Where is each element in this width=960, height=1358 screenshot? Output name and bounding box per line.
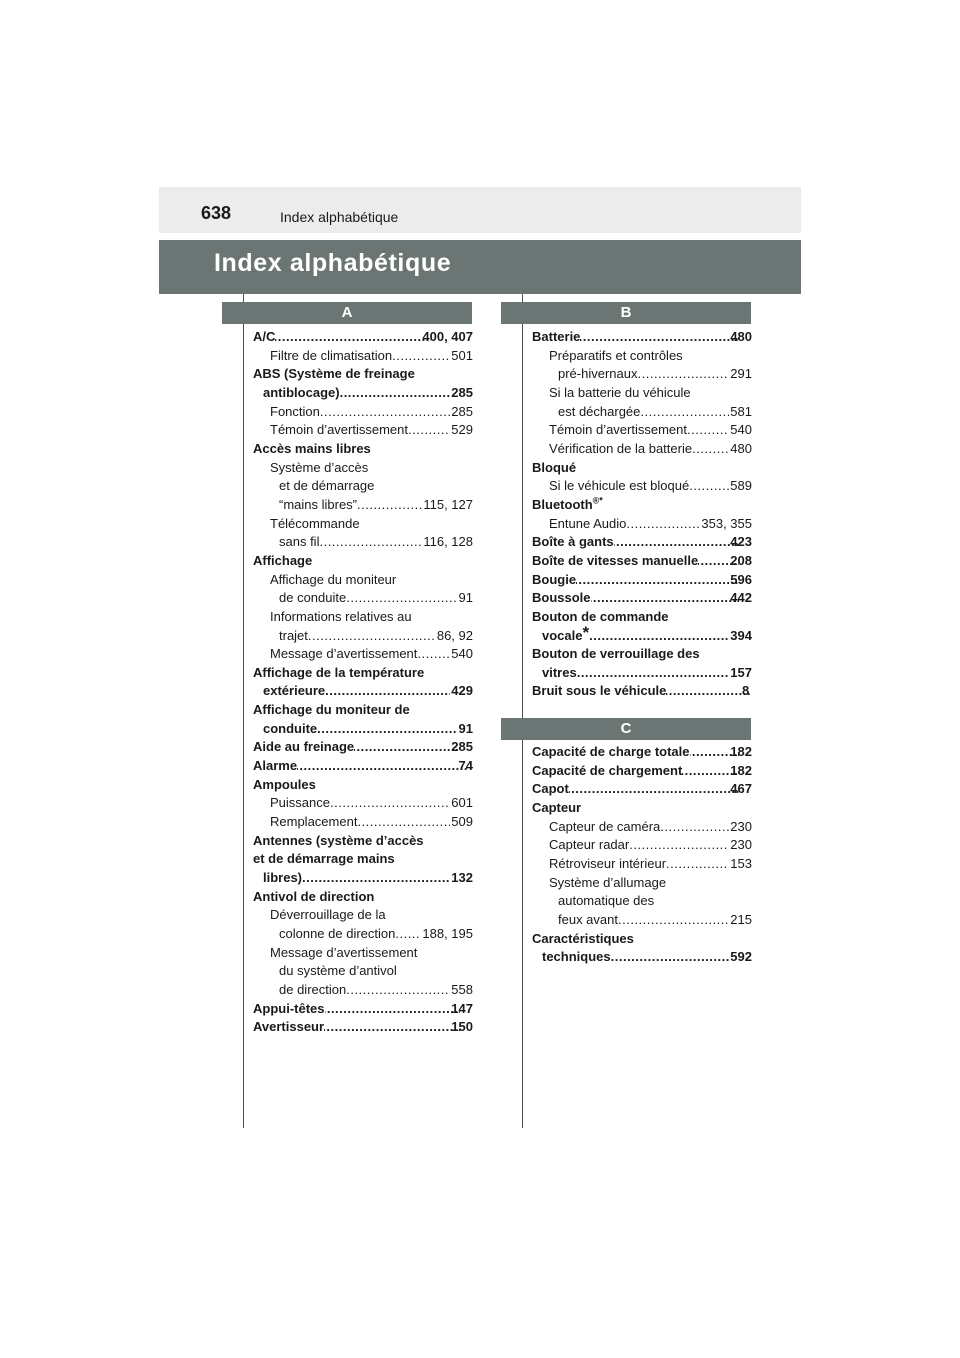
index-entry-capot: Capot ..... 467: [532, 780, 752, 799]
index-subentry: Déverrouillage de la colonne de direction ..... 188, 195: [253, 906, 473, 943]
index-entry-boite-vitesses: Boîte de vitesses manuelle ..... 208: [532, 552, 752, 571]
index-subentry: Remplacement ..... 509: [253, 813, 473, 832]
section-header-c: C: [501, 718, 751, 740]
index-subentry: Préparatifs et contrôles pré-hivernaux ..... 291: [532, 347, 752, 384]
index-entry-ampoules: Ampoules: [253, 776, 316, 792]
index-entry-antivol: Antivol de direction: [253, 888, 375, 904]
page-number: 638: [201, 203, 232, 223]
index-subentry: Témoin d’avertissement ..... 529: [253, 421, 473, 440]
index-entry-capacite-charge: Capacité de charge totale ..... 182: [532, 743, 752, 762]
index-subentry: Si la batterie du véhicule est déchargée ..... 581: [532, 384, 752, 421]
index-entry-bouton-verrouillage: Bouton de verrouillage des vitres ..... 157: [532, 645, 752, 682]
index-subentry: Filtre de climatisation ..... 501: [253, 347, 473, 366]
page-header: [159, 187, 801, 233]
index-subentry: Capteur radar ..... 230: [532, 836, 752, 855]
asterisk-mark: *: [582, 622, 590, 642]
index-entry-capacite-chargement: Capacité de chargement ..... 182: [532, 762, 752, 781]
index-entry-alarme: Alarme ..... 74: [253, 757, 473, 776]
column-divider-right: [522, 294, 523, 1128]
index-entry-ac: A/C ..... 400, 407: [253, 328, 473, 347]
index-subentry: Si le véhicule est bloqué ..... 589: [532, 477, 752, 496]
section-header-a: A: [222, 302, 472, 324]
index-subentry: Capteur de caméra ..... 230: [532, 818, 752, 837]
index-entry-caracteristiques: Caractéristiques techniques ..... 592: [532, 930, 752, 967]
index-entry-moniteur: Affichage du moniteur de conduite ..... 91: [253, 701, 473, 738]
index-entry-boite-gants: Boîte à gants ..... 423: [532, 533, 752, 552]
index-entry-aide-freinage: Aide au freinage ..... 285: [253, 738, 473, 757]
index-subentry: Message d’avertissement ..... 540: [253, 645, 473, 664]
index-subentry: Vérification de la batterie ..... 480: [532, 440, 752, 459]
index-entry-bluetooth: Bluetooth®*: [532, 495, 603, 512]
running-title: Index alphabétique: [280, 209, 399, 225]
index-subentry: Système d’allumage automatique des feux avant ..... 215: [532, 874, 752, 930]
index-entry-bloque: Bloqué: [532, 459, 577, 475]
index-subentry: Puissance ..... 601: [253, 794, 473, 813]
section-header-b: B: [501, 302, 751, 324]
index-subentry: Entune Audio ..... 353, 355: [532, 515, 752, 534]
index-subentry: Informations relatives au trajet ..... 86, 92: [253, 608, 473, 645]
index-entry-boussole: Boussole ..... 442: [532, 589, 752, 608]
index-entry-affichage: Affichage: [253, 552, 313, 568]
index-entry-batterie: Batterie ..... 480: [532, 328, 752, 347]
index-entry-bougie: Bougie ..... 596: [532, 571, 752, 590]
column-divider-left: [243, 294, 244, 1128]
index-entry-bruit: Bruit sous le véhicule ..... 8: [532, 682, 752, 701]
title-banner: [159, 240, 801, 294]
page-title: Index alphabétique: [214, 249, 452, 277]
index-subentry: Rétroviseur intérieur ..... 153: [532, 855, 752, 874]
index-entry-abs: ABS (Système de freinage antiblocage) ..... 285: [253, 365, 473, 402]
index-entry-temperature: Affichage de la température extérieure ..... 429: [253, 664, 473, 701]
index-column-a: [253, 328, 473, 1037]
index-subentry: Système d’accès et de démarrage “mains libres” ..... 115, 127: [253, 459, 473, 515]
index-entry-avertisseur: Avertisseur ..... 150: [253, 1018, 473, 1037]
index-entry-antennes: Antennes (système d’accès et de démarrage mains libres) ..... 132: [253, 832, 473, 888]
index-entry-acces: Accès mains libres: [253, 440, 371, 456]
index-column-b: [532, 328, 752, 701]
registered-star-mark: ®*: [592, 495, 603, 506]
index-entry-capteur: Capteur: [532, 799, 582, 815]
index-subentry: Message d’avertissement du système d’antivol de direction ..... 558: [253, 944, 473, 1000]
index-column-c: [532, 743, 752, 967]
index-subentry: Affichage du moniteur de conduite ..... 91: [253, 571, 473, 608]
index-subentry: Témoin d’avertissement ..... 540: [532, 421, 752, 440]
index-entry-bouton-commande: Bouton de commande vocale* ..... 394: [532, 608, 752, 645]
index-entry-appui-tetes: Appui-têtes ..... 147: [253, 1000, 473, 1019]
index-subentry: Télécommande sans fil ..... 116, 128: [253, 515, 473, 552]
index-subentry: Fonction ..... 285: [253, 403, 473, 422]
